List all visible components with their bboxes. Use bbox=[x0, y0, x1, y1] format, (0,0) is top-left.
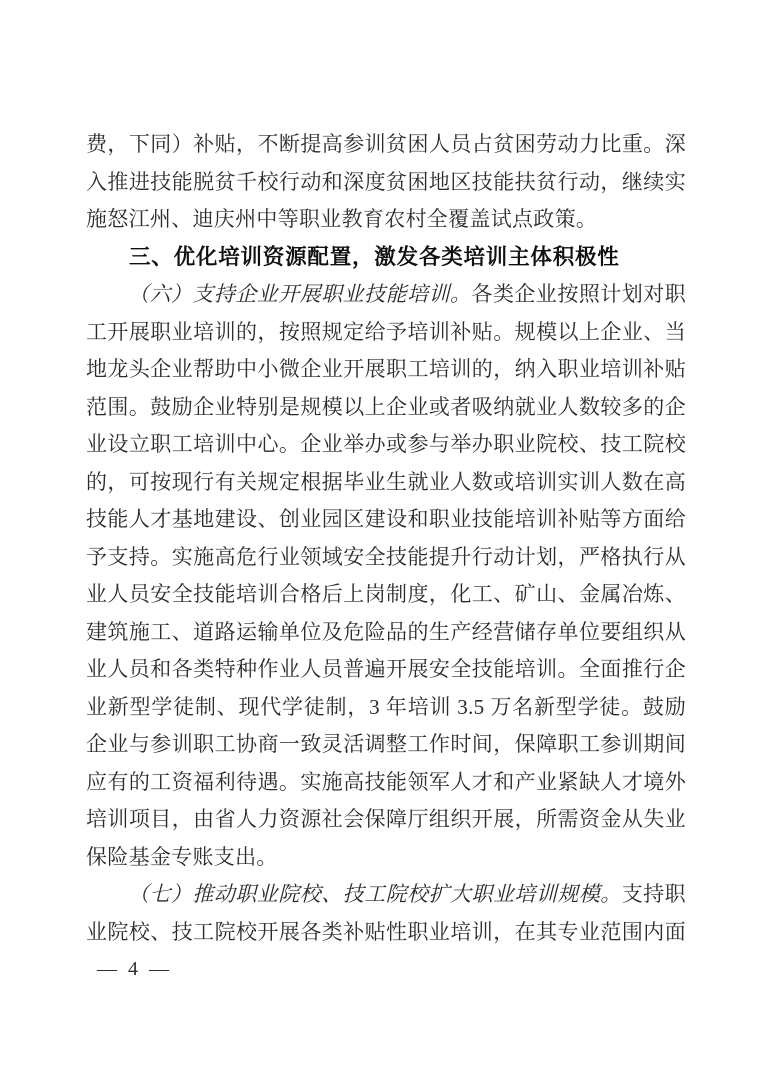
text-line: 范围。鼓励企业特别是规模以上企业或者吸纳就业人数较多的企 bbox=[86, 394, 686, 419]
text-line: 地龙头企业帮助中小微企业开展职工培训的，纳入职业培训补贴 bbox=[86, 357, 686, 381]
text-line: 的，可按现行有关规定根据毕业生就业人数或培训实训人数在高 bbox=[86, 469, 686, 494]
text-line: 应有的工资福利待遇。实施高技能领军人才和产业紧缺人才境外 bbox=[86, 769, 686, 794]
text-line: 技能人才基地建设、创业园区建设和职业技能培训补贴等方面给 bbox=[86, 507, 686, 531]
text-line: 施怒江州、迪庆州中等职业教育农村全覆盖试点政策。 bbox=[86, 207, 598, 231]
page-number: — 4 — bbox=[97, 958, 172, 980]
body-text: 支持职 bbox=[621, 882, 686, 906]
text-line: 企业与参训职工协商一致灵活调整工作时间，保障职工参训期间 bbox=[86, 732, 686, 756]
text-line bbox=[86, 276, 686, 314]
text-line: 入推进技能脱贫千校行动和深度贫困地区技能扶贫行动，继续实 bbox=[86, 169, 686, 194]
text-line: 建筑施工、道路运输单位及危险品的生产经营储存单位要组织从 bbox=[86, 619, 686, 644]
text-line: 费，下同）补贴，不断提高参训贫困人员占贫困劳动力比重。深 bbox=[86, 132, 686, 156]
kaiti-lead-text: （七）推动职业院校、技工院校扩大职业培训规模。 bbox=[128, 882, 622, 906]
kaiti-lead-text: （六）支持企业开展职业技能培训。 bbox=[128, 282, 472, 306]
text-line: 工开展职业培训的，按照规定给予培训补贴。规模以上企业、当 bbox=[86, 319, 686, 344]
text-line: 予支持。实施高危行业领域安全技能提升行动计划，严格执行从 bbox=[86, 544, 686, 569]
body-text: 各类企业按照计划对职 bbox=[471, 282, 686, 306]
text-line: 保险基金专账支出。 bbox=[86, 844, 278, 869]
text-line: 业人员和各类特种作业人员普遍开展安全技能培训。全面推行企 bbox=[86, 657, 686, 681]
text-line bbox=[86, 876, 686, 914]
text-line: 业新型学徒制、现代学徒制，3 年培训 3.5 万名新型学徒。鼓励 bbox=[86, 694, 686, 719]
text-line: 培训项目，由省人力资源社会保障厅组织开展，所需资金从失业 bbox=[86, 807, 686, 831]
text-line: 业设立职工培训中心。企业举办或参与举办职业院校、技工院校 bbox=[86, 432, 686, 456]
document-body bbox=[86, 126, 686, 951]
section-heading: 三、优化培训资源配置，激发各类培训主体积极性 bbox=[129, 244, 620, 269]
text-line: 业院校、技工院校开展各类补贴性职业培训，在其专业范围内面 bbox=[86, 919, 686, 944]
text-line: 业人员安全技能培训合格后上岗制度，化工、矿山、金属冶炼、 bbox=[86, 582, 686, 606]
